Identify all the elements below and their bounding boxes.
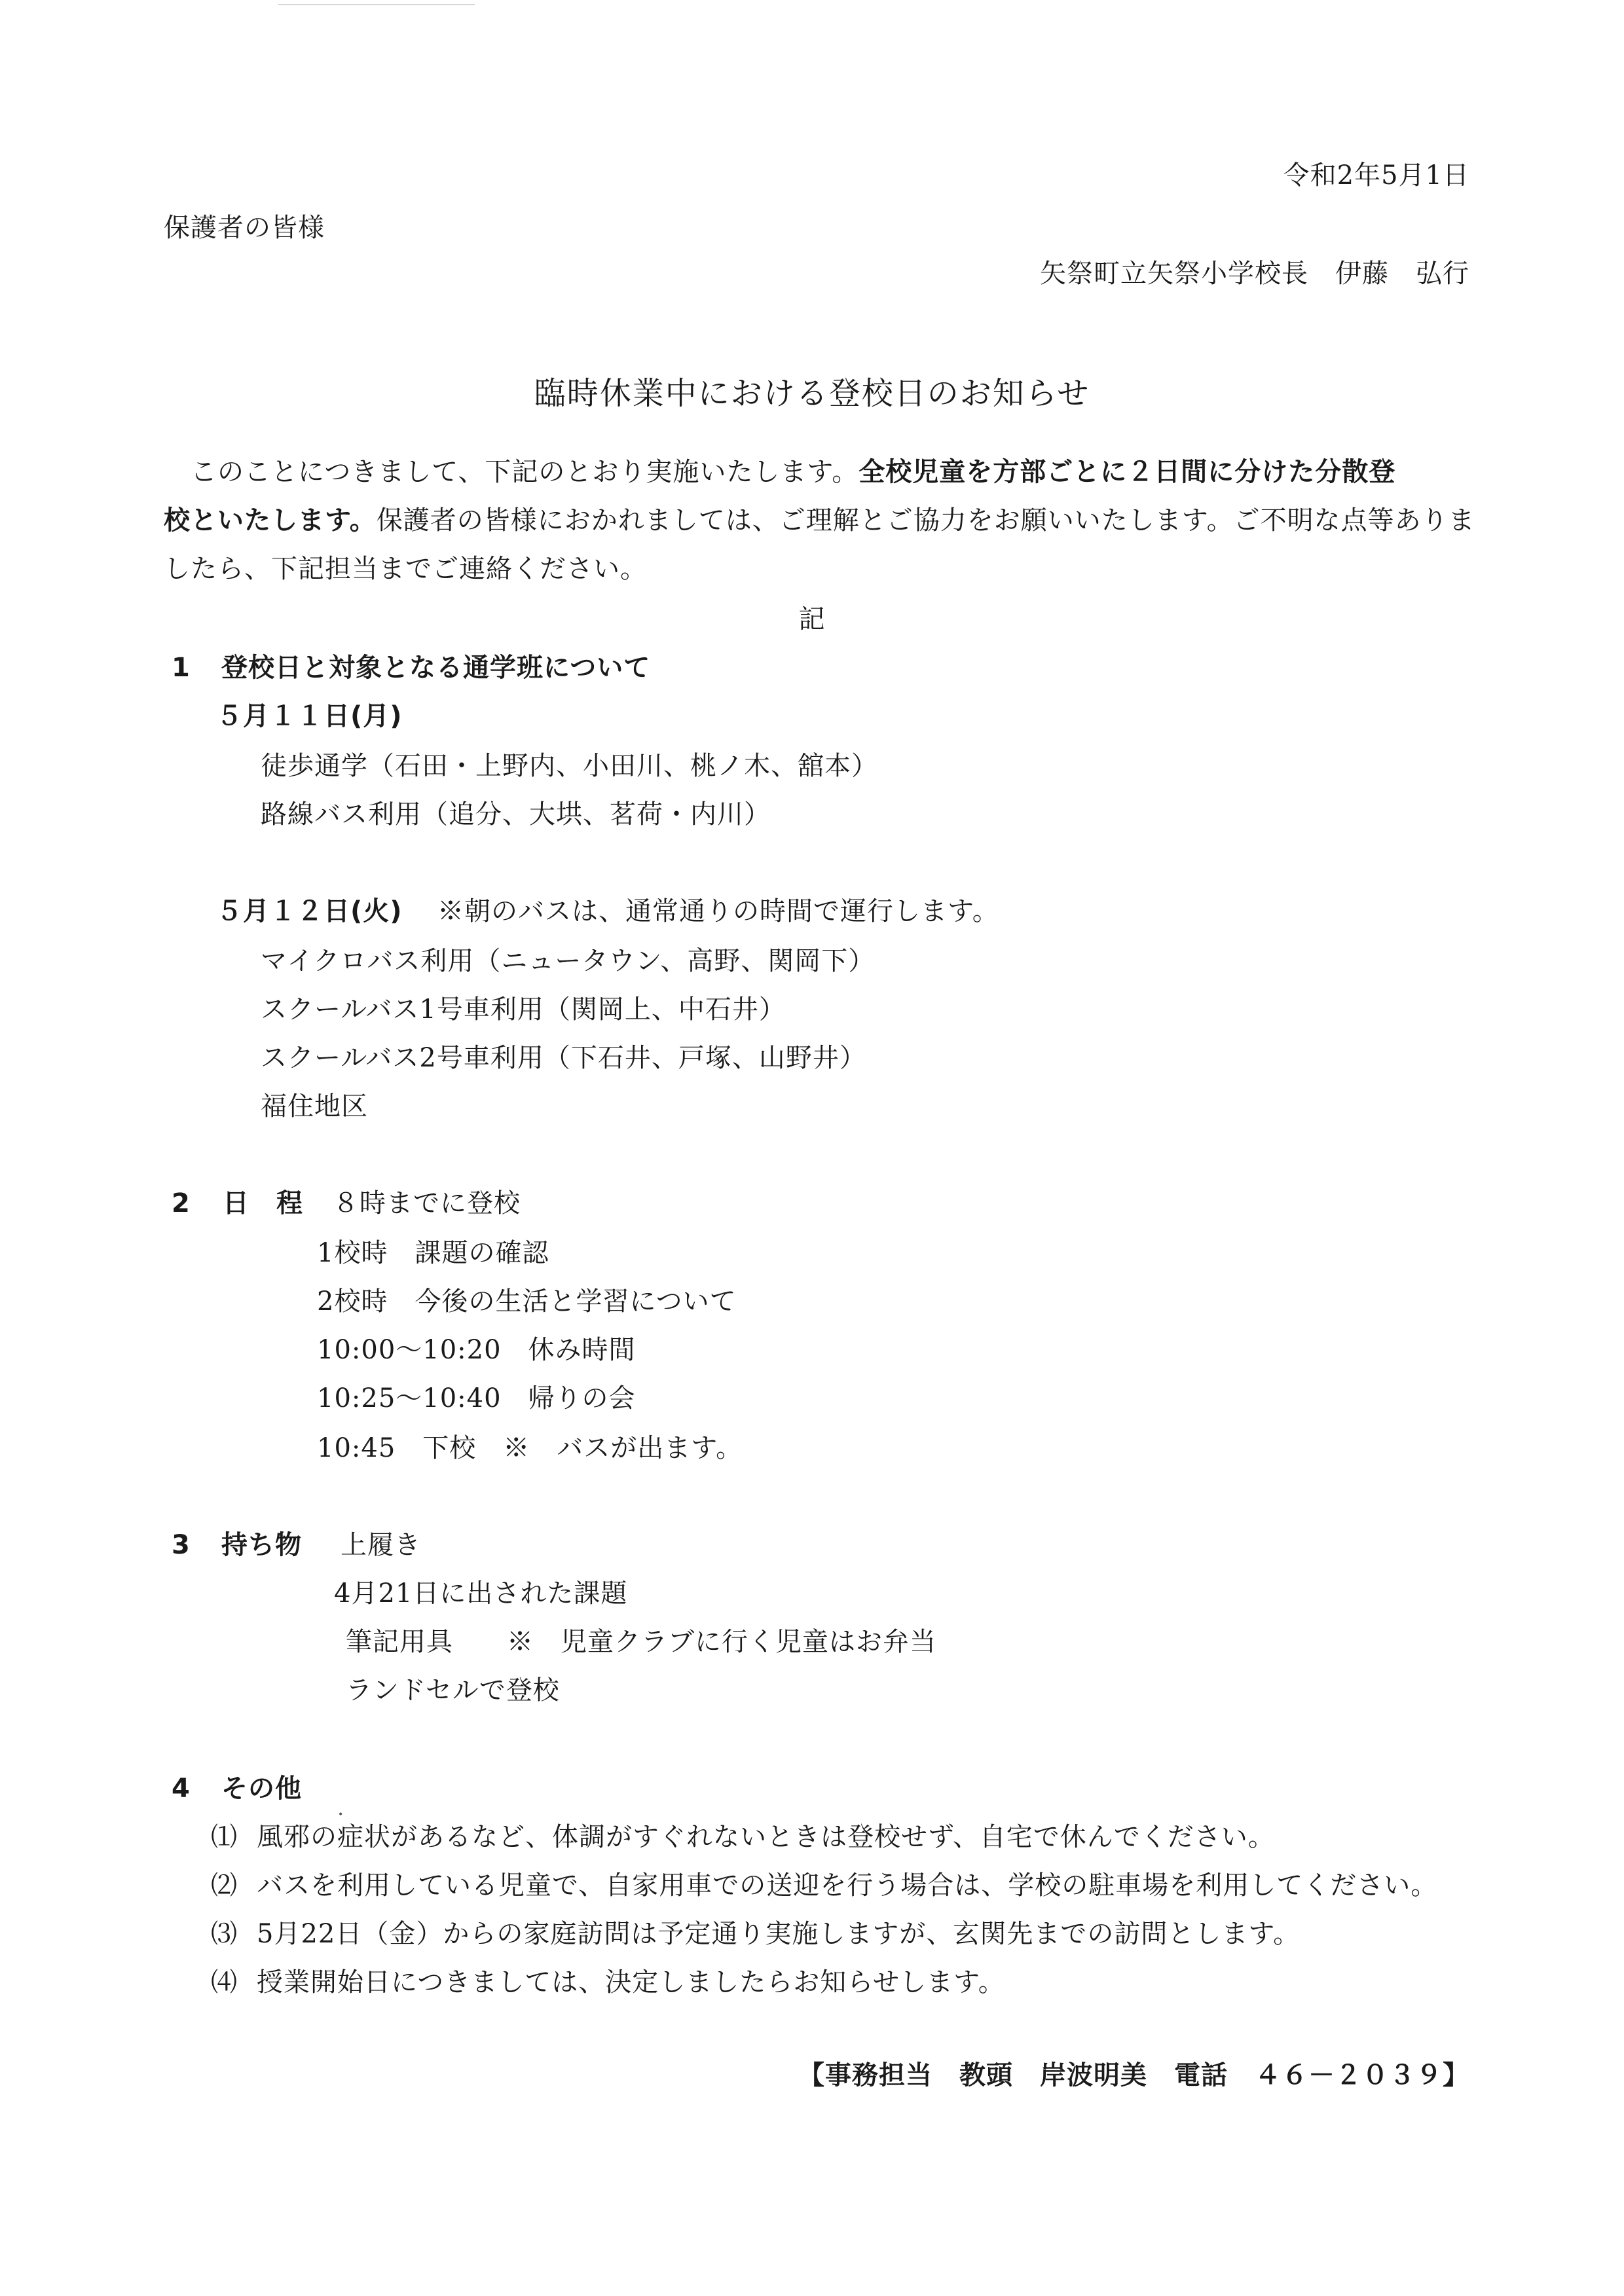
recipient: 保護者の皆様 [164, 213, 325, 243]
other-item-mark: ⑵ [211, 1870, 238, 1901]
schedule-item: 10:25～10:40 帰りの会 [317, 1383, 636, 1413]
ki-marker: 記 [798, 604, 826, 634]
other-item-mark: ⑴ [211, 1822, 238, 1852]
section1-heading: 登校日と対象となる通学班について [221, 653, 651, 683]
document-date: 令和2年5月1日 [1283, 160, 1469, 191]
other-item-text: 授業開始日につきましては、決定しましたらお知らせします。 [257, 1967, 1005, 1997]
other-item-text: バスを利用している児童で、自家用車での送迎を行う場合は、学校の駐車場を利用してください。 [257, 1870, 1438, 1901]
section2-number: 2 [172, 1188, 191, 1218]
day1-item: 徒歩通学（石田・上野内、小田川、桃ノ木、舘本） [261, 751, 878, 781]
day2-item: スクールバス1号車利用（関岡上、中石井） [261, 994, 786, 1025]
intro-paragraph [164, 448, 1473, 593]
belongings-first: 上履き [341, 1530, 421, 1560]
section2-heading: 日 程 [223, 1188, 303, 1218]
day2-item: マイクロバス利用（ニュータウン、高野、関岡下） [261, 946, 876, 976]
intro-line-1: このことにつきまして、下記のとおり実施いたします。全校児童を方部ごとに２日間に分けた分散登 [191, 457, 1396, 487]
document-title: 臨時休業中における登校日のお知らせ [534, 375, 1090, 412]
scan-artifact-line [278, 4, 475, 5]
scan-speck: • [338, 1810, 344, 1820]
day1-item: 路線バス利用（追分、大垬、茗荷・内川） [261, 799, 771, 829]
intro-line-2: 校といたします。保護者の皆様におかれましては、ご理解とご協力をお願いいたします。ご不明な点等ありま [164, 505, 1475, 536]
other-item-mark: ⑶ [211, 1919, 238, 1949]
schedule-item: 1校時 課題の確認 [317, 1238, 549, 1268]
day2-item: スクールバス2号車利用（下石井、戸塚、山野井） [261, 1043, 866, 1073]
sender: 矢祭町立矢祭小学校長 伊藤 弘行 [1040, 259, 1469, 289]
day2-item: 福住地区 [261, 1091, 368, 1121]
belongings-item: 4月21日に出された課題 [334, 1578, 628, 1609]
section3-number: 3 [172, 1530, 191, 1560]
other-item-text: 風邪の症状があるなど、体調がすぐれないときは登校せず、自宅で休んでください。 [257, 1822, 1275, 1852]
intro-emphasis-2: 校といたします。 [164, 505, 377, 536]
schedule-item: 10:00～10:20 休み時間 [317, 1335, 636, 1365]
section1-number: 1 [172, 653, 191, 683]
day2-note: ※朝のバスは、通常通りの時間で運行します。 [437, 896, 999, 926]
belongings-item: 筆記用具 ※ 児童クラブに行く児童はお弁当 [346, 1627, 936, 1657]
other-item-mark: ⑷ [211, 1967, 238, 1997]
schedule-item: 10:45 下校 ※ バスが出ます。 [317, 1433, 743, 1463]
schedule-start: ８時までに登校 [333, 1188, 521, 1218]
section4-number: 4 [172, 1774, 191, 1804]
day2-date: ５月１２日(火) [216, 896, 403, 926]
intro-emphasis-1: 全校児童を方部ごとに２日間に分けた分散登 [858, 457, 1396, 487]
section4-heading: その他 [221, 1774, 302, 1804]
section3-heading: 持ち物 [221, 1530, 302, 1560]
belongings-item: ランドセルで登校 [346, 1675, 560, 1705]
other-item-text: 5月22日（金）からの家庭訪問は予定通り実施しますが、玄関先までの訪問とします。 [257, 1919, 1301, 1949]
contact-footer: 【事務担当 教頭 岸波明美 電話 ４６－２０３９】 [798, 2060, 1469, 2090]
day1-date: ５月１１日(月) [216, 701, 403, 731]
schedule-item: 2校時 今後の生活と学習について [317, 1286, 737, 1317]
intro-line-3: したら、下記担当までご連絡ください。 [164, 554, 647, 584]
